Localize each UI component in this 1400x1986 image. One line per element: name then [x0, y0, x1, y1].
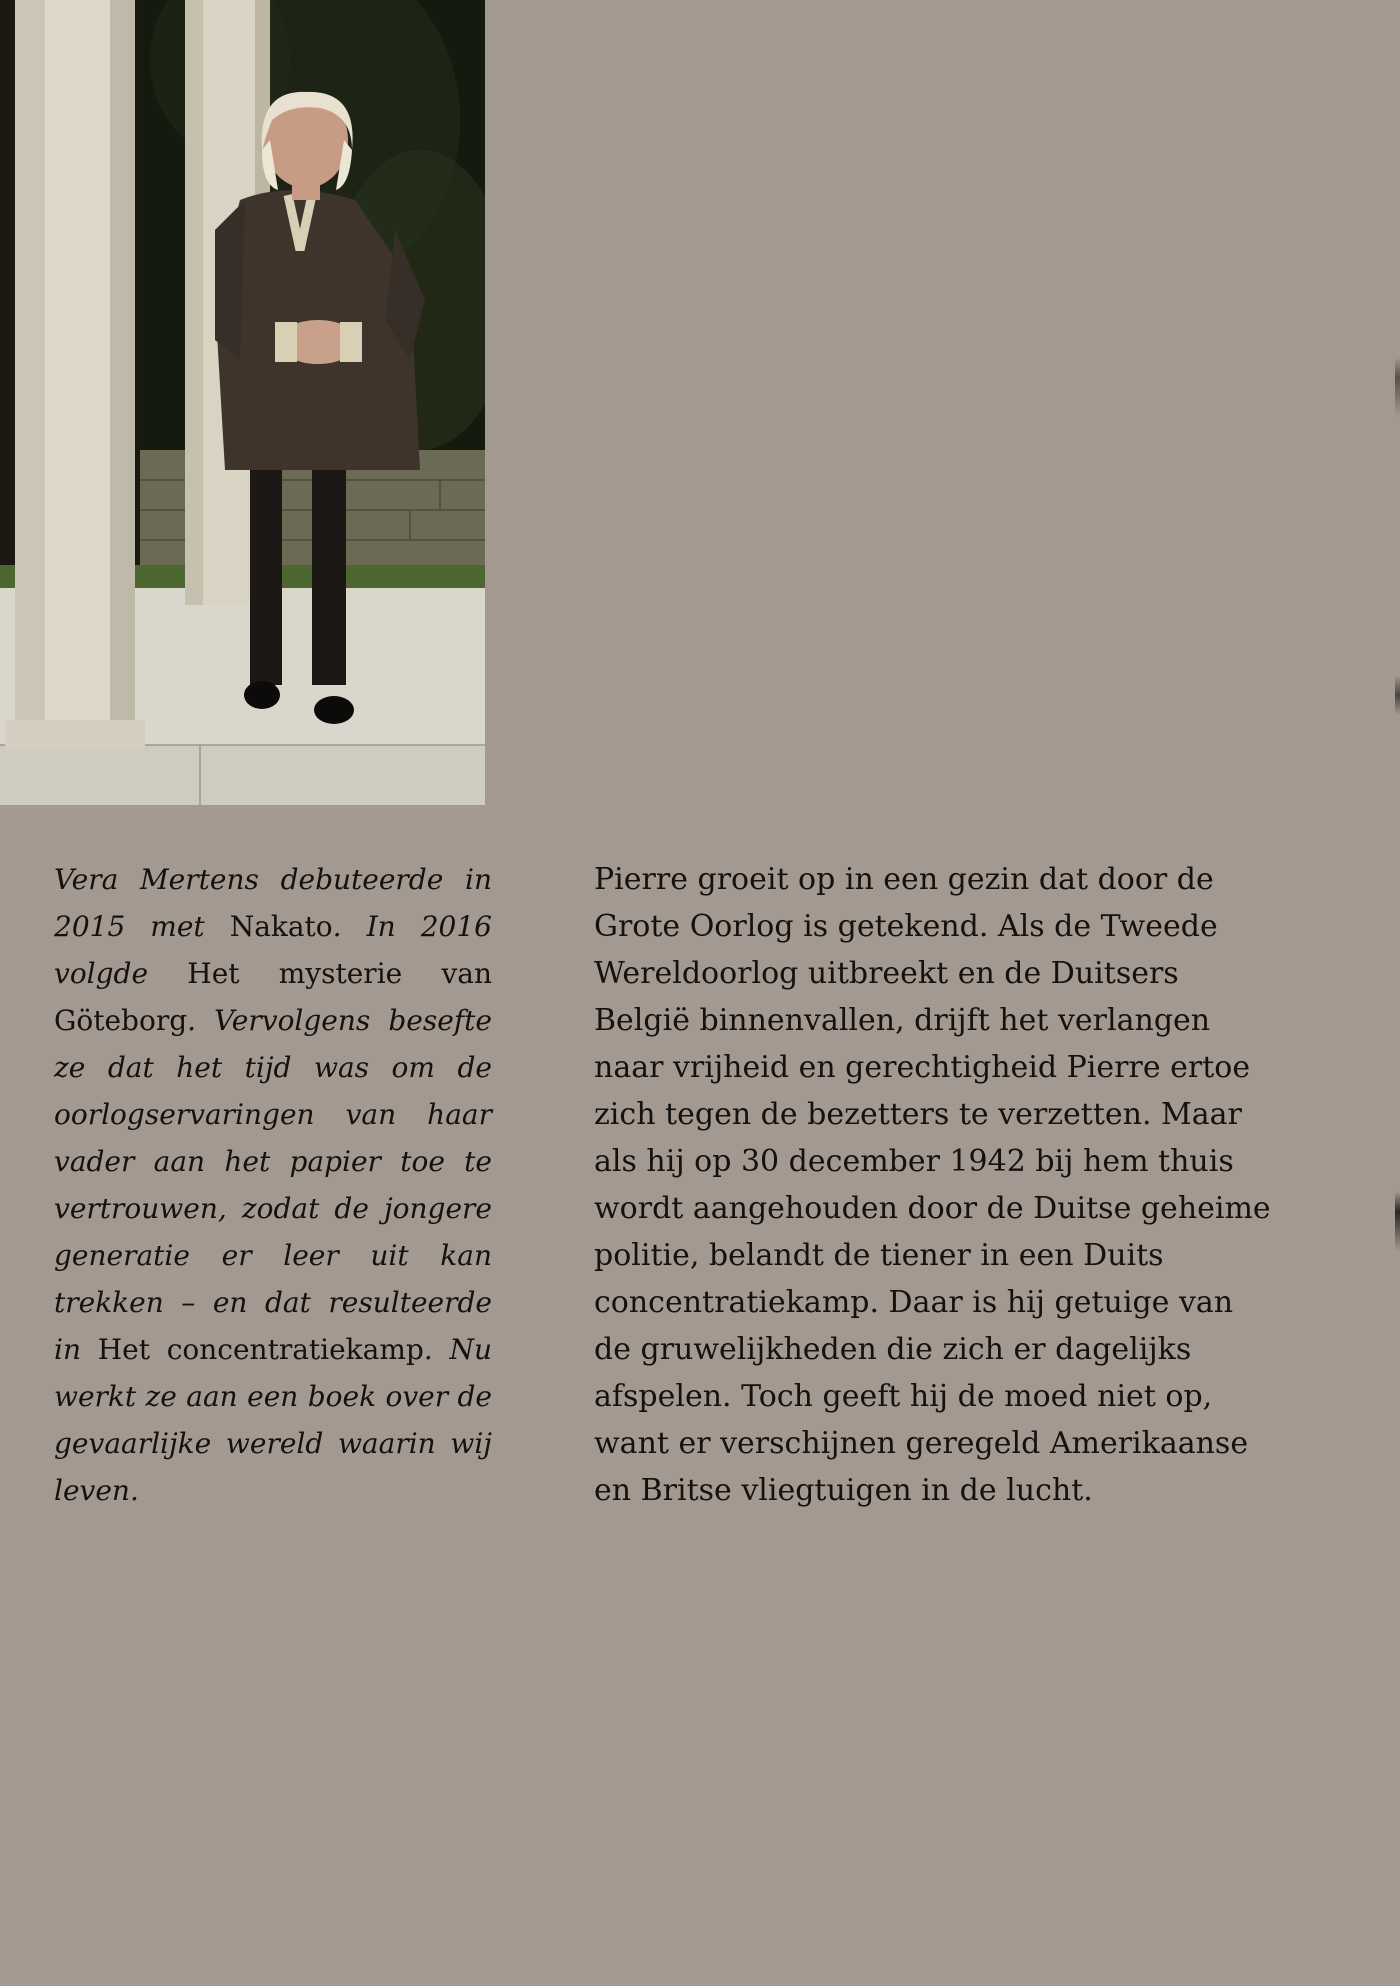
blurb-line: want er verschijnen geregeld Amerikaanse	[594, 1426, 1249, 1461]
author-photo	[0, 0, 485, 805]
bio-text: . Nu werkt ze aan een boek over de gevaarlijke wereld waarin wij leven.	[54, 1333, 493, 1507]
blurb-line: Pierre groeit op in een gezin dat door de	[594, 862, 1214, 897]
blurb-line: de gruwelijkheden die zich er dagelijks	[594, 1332, 1192, 1367]
book-blurb	[594, 856, 1271, 1514]
blurb-line: Wereldoorlog uitbreekt en de Duitsers	[594, 956, 1179, 991]
bio-text: . Vervolgens besefte ze dat het tijd was om de oorlogservaringen van haar vader aan het papier toe te vertrouwen, zodat de jongere generatie er leer uit kan trekken – en dat resulteerde in	[54, 1004, 492, 1366]
blurb-line: Grote Oorlog is getekend. Als de Tweede	[594, 909, 1218, 944]
blurb-line: afspelen. Toch geeft hij de moed niet op,	[594, 1379, 1213, 1414]
book-title-nakato: Nakato	[229, 910, 333, 943]
blurb-line: wordt aangehouden door de Duitse geheime	[594, 1191, 1271, 1226]
author-bio	[54, 856, 492, 1514]
blurb-line: naar vrijheid en gerechtigheid Pierre ertoe	[594, 1050, 1251, 1085]
blurb-line: zich tegen de bezetters te verzetten. Maar	[594, 1097, 1242, 1132]
author-photo-image	[0, 0, 485, 805]
blurb-line: België binnenvallen, drijft het verlangen	[594, 1003, 1211, 1038]
cover-spine-edge	[1395, 0, 1400, 1986]
book-title-concentratiekamp: Het concentratiekamp	[97, 1333, 424, 1366]
blurb-line: concentratiekamp. Daar is hij getuige van	[594, 1285, 1234, 1320]
bio-text: . In 2016 volgde	[54, 910, 492, 990]
blurb-line: als hij op 30 december 1942 bij hem thuis	[594, 1144, 1234, 1179]
book-title-goteborg: Het mysterie van Göteborg	[54, 957, 492, 1037]
bio-text: Vera Mertens debuteerde in 2015 met	[54, 863, 492, 943]
blurb-line: politie, belandt de tiener in een Duits	[594, 1238, 1164, 1273]
blurb-line: en Britse vliegtuigen in de lucht.	[594, 1473, 1093, 1508]
